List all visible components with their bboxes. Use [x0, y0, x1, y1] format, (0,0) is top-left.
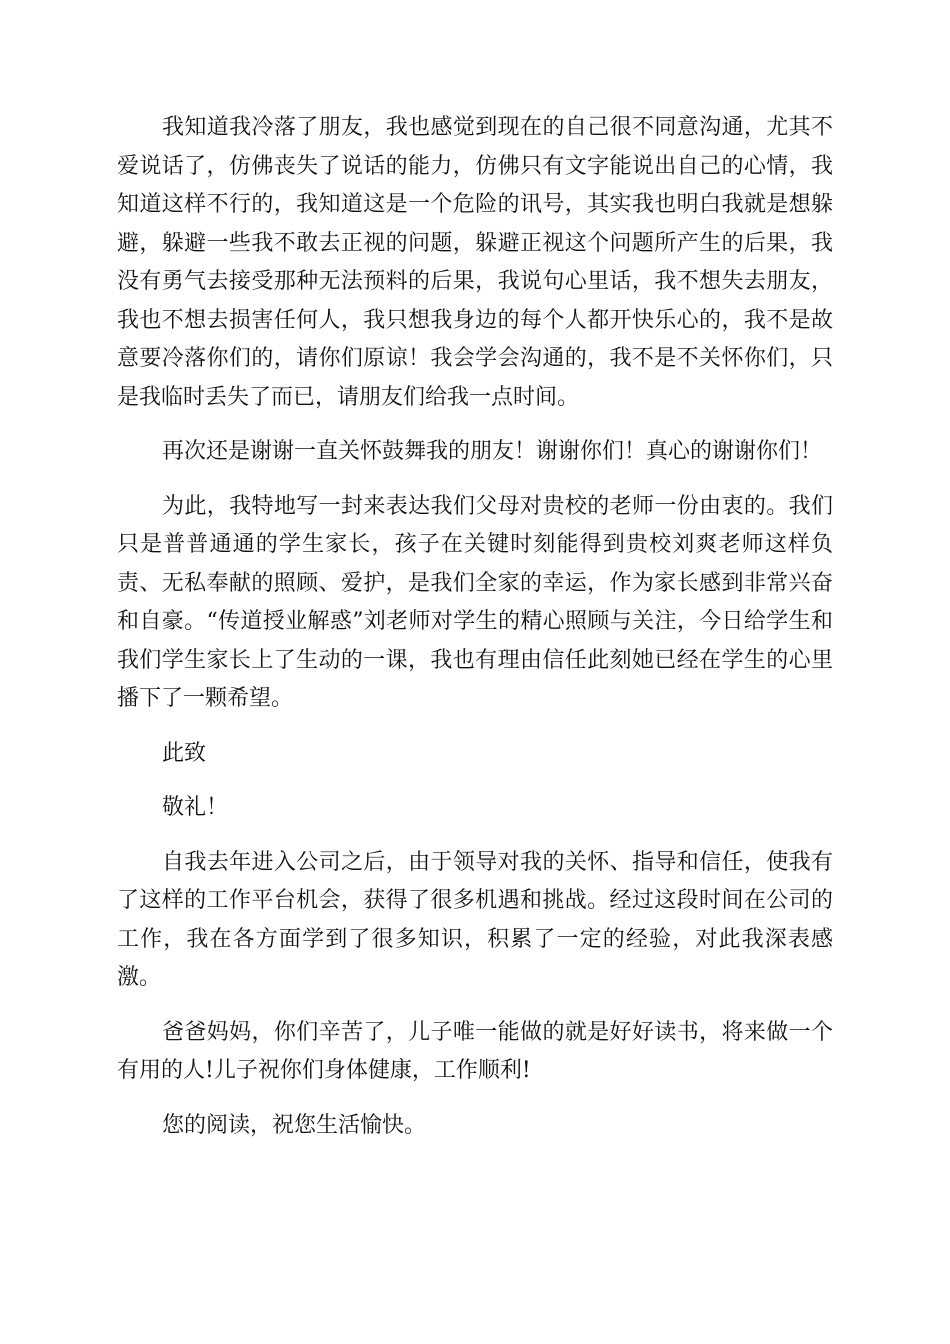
- paragraph-thanks: 再次还是谢谢一直关怀鼓舞我的朋友！谢谢你们！真心的谢谢你们！: [162, 439, 823, 464]
- paragraph-closing-ci-zhi: 此致: [162, 740, 207, 766]
- paragraph-closing-jing-li: 敬礼！: [162, 795, 229, 820]
- paragraph-company: 自我去年进入公司之后，由于领导对我的关怀、指导和信任，使我有了这样的工作平台机会，获得了很多机遇和挑战。经过这段时间在公司的工作，我在各方面学到了很多知识，积累了一定的经验，对此我深表感激。: [117, 849, 833, 990]
- paragraph-final-wishes: 您的阅读，祝您生活愉快。: [162, 1112, 427, 1138]
- paragraph-parents: 爸爸妈妈，你们辛苦了，儿子唯一能做的就是好好读书，将来做一个有用的人!儿子祝你们身体健康，工作顺利!: [117, 1019, 833, 1083]
- document-body: [117, 109, 833, 1161]
- paragraph-apology: 我知道我冷落了朋友，我也感觉到现在的自己很不同意沟通，尤其不爱说话了，仿佛丧失了说话的能力，仿佛只有文字能说出自己的心情，我知道这样不行的，我知道这是一个危险的讯号，其实我也明白我就是想躲避，躲避一些我不敢去正视的问题，躲避正视这个问题所产生的后果，我没有勇气去接受那种无法预料的后果，我说句心里话，我不想失去朋友，我也不想去损害任何人，我只想我身边的每个人都开快乐心的，我不是故意要冷落你们的，请你们原谅！我会学会沟通的，我不是不关怀你们，只是我临时丢失了而已，请朋友们给我一点时间。: [117, 115, 833, 410]
- paragraph-teacher-letter: 为此，我特地写一封来表达我们父母对贵校的老师一份由衷的。我们只是普普通通的学生家长，孩子在关键时刻能得到贵校刘爽老师这样负责、无私奉献的照顾、爱护，是我们全家的幸运，作为家长感到非常兴奋和自豪。“传道授业解惑”刘老师对学生的精心照顾与关注，今日给学生和我们学生家长上了生动的一课，我也有理由信任此刻她已经在学生的心里播下了一颗希望。: [117, 493, 833, 711]
